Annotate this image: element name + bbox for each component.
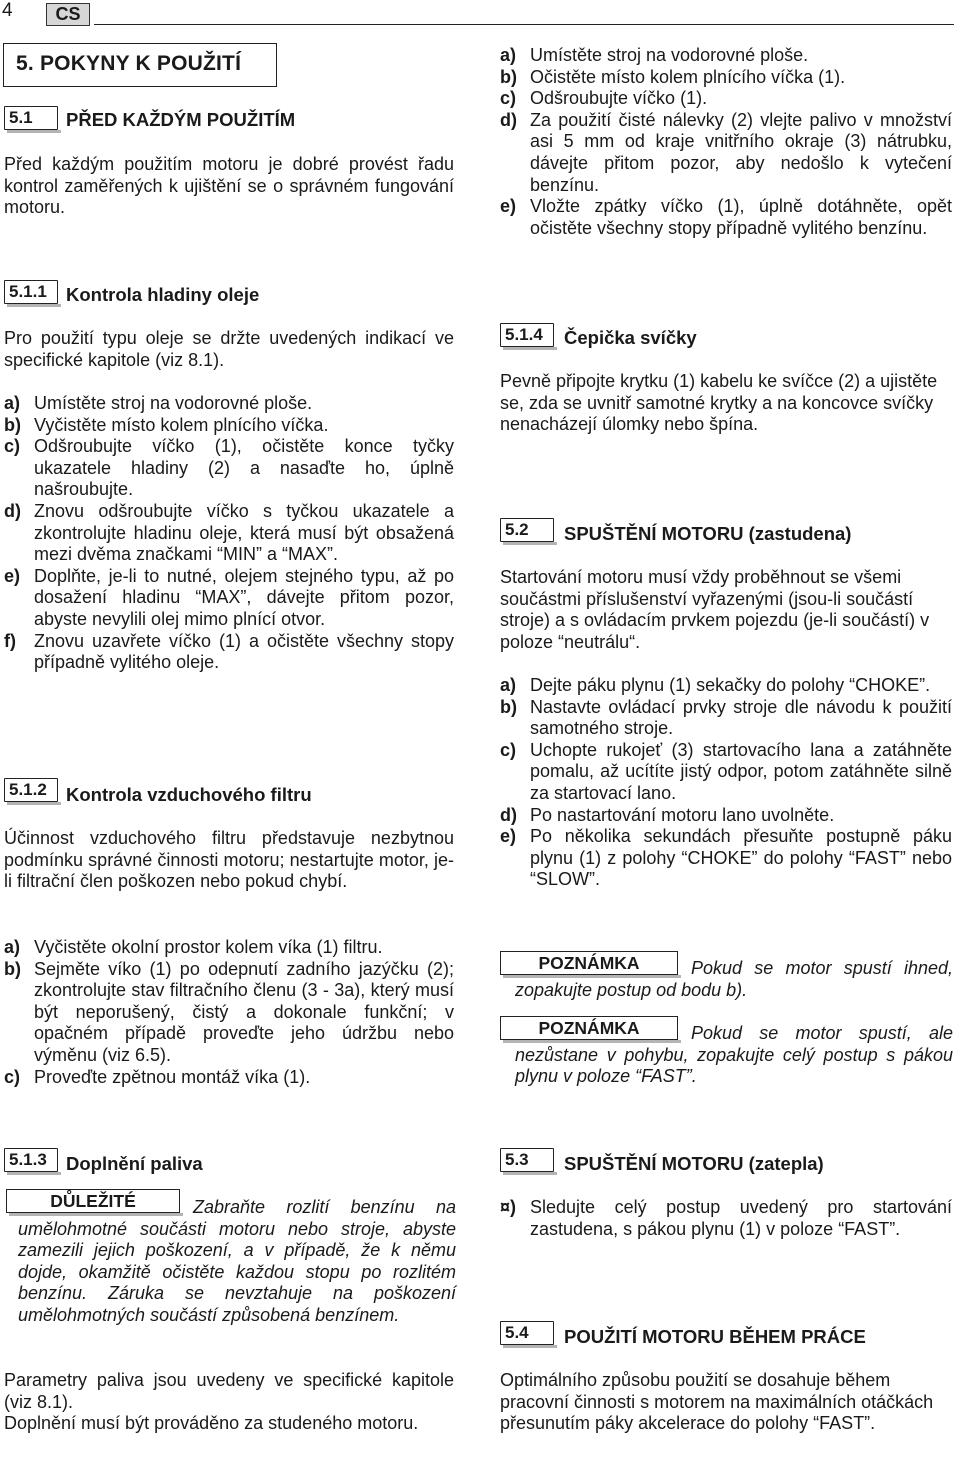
note-text-1-body: Pokud se motor spustí ihned, zopakujte postup od bodu b). <box>515 958 953 1000</box>
list-item-label: b) <box>4 958 21 979</box>
list-item-text: Vyčistěte místo kolem plnícího víčka. <box>34 414 329 435</box>
section-title-5-4: POUŽITÍ MOTORU BĚHEM PRÁCE <box>564 1326 866 1347</box>
section-number-5-4: 5.4 <box>500 1321 554 1345</box>
important-text <box>18 1197 456 1327</box>
list-item-text: Sejměte víko (1) po odepnutí zadního jazýčku (2); zkontrolujte stav filtračního členu (3 - 3a), který musí být neporušený, čistý a dokonale funkční; v opačném případě proveďte jeho údržbu nebo výměnu (viz 6.5). <box>34 958 454 1065</box>
section-5-2-intro: Startování motoru musí vždy proběhnout se všemi součástmi příslušenství vyřazenými (jsou-li součástí stroje) a s ovládacím prvkem pojezdu (je-li součástí) v poloze “neutrálu“. <box>500 567 930 652</box>
list-item-text: Nastavte ovládací prvky stroje dle návodu k použití samotného stroje. <box>530 696 952 739</box>
section-number-5-1-3: 5.1.3 <box>4 1148 58 1172</box>
list-item-text: Po několika sekundách přesuňte postupně páku plynu (1) z polohy “CHOKE” do polohy “FAST” nebo “SLOW”. <box>530 826 952 890</box>
list-item <box>500 67 952 89</box>
section-title-5-1-2: Kontrola vzduchového filtru <box>66 784 312 805</box>
list-item-label: a) <box>500 675 517 695</box>
section-number-5-1-4: 5.1.4 <box>500 323 554 347</box>
list-item-label: e) <box>500 826 517 847</box>
list-item-text: Znovu uzavřete víčko (1) a očistěte všechny stopy případně vylitého oleje. <box>34 630 454 673</box>
list-item-label: ¤) <box>500 1197 517 1217</box>
fuel-parameters-text: Parametry paliva jsou uvedeny ve specifické kapitole (viz 8.1). <box>4 1370 454 1412</box>
list-item <box>500 110 952 196</box>
list-item <box>500 196 952 239</box>
chapter-title: 5. POKYNY K POUŽITÍ <box>16 52 242 75</box>
list-item-text: Odšroubujte víčko (1). <box>530 88 708 109</box>
list-item-text: Doplňte, je-li to nutné, olejem stejného typu, až po dosažení hladinu “MAX”, dávejte přitom pozor, abyste nevylili olej mimo plnící otvor. <box>34 565 454 629</box>
section-number-5-1-2: 5.1.2 <box>4 778 58 802</box>
list-item <box>4 566 454 631</box>
list-item <box>500 740 952 805</box>
note-label-2: POZNÁMKA <box>500 1016 678 1040</box>
section-title-5-2: SPUŠTĚNÍ MOTORU (zastudena) <box>564 523 852 544</box>
section-5-4-text: Optimálního způsobu použití se dosahuje během pracovní činnosti s motorem na maximálních otáčkách přesunutím páky akcelerace do polohy “FAST”. <box>500 1370 934 1434</box>
section-5-1-2-intro: Účinnost vzduchového filtru představuje nezbytnou podmínku správné činnosti motoru; nestartujte motor, je-li filtrační člen poškozen nebo pokud chybí. <box>4 828 454 892</box>
list-item <box>500 697 952 740</box>
list-item <box>500 805 952 827</box>
list-item-text: Znovu odšroubujte víčko s tyčkou ukazatele a zkontrolujte hladinu oleje, která musí být obsažená mezi dvěma značkami “MIN” a “MAX”. <box>34 500 454 565</box>
list-item-label: c) <box>4 1066 21 1087</box>
air-filter-steps <box>4 937 454 1088</box>
list-item-text: Uchopte rukojeť (3) startovacího lana a zatáhněte pomalu, až ucítíte jistý odpor, potom zatáhněte silně za startovací lano. <box>530 739 952 803</box>
list-item <box>4 415 454 437</box>
list-item-label: a) <box>4 393 21 413</box>
note-text-2-body: Pokud se motor spustí, ale nezůstane v pohybu, zopakujte celý postup s pákou plynu v poloze “FAST”. <box>515 1023 953 1087</box>
section-title-5-1-4: Čepička svíčky <box>564 327 697 348</box>
header-rule <box>94 24 954 25</box>
list-item <box>4 501 454 566</box>
list-item <box>4 436 454 501</box>
section-number-5-3: 5.3 <box>500 1148 554 1172</box>
oil-check-steps <box>4 393 454 674</box>
list-item <box>4 631 454 674</box>
list-item-label: d) <box>500 109 517 130</box>
list-item <box>500 675 952 697</box>
cold-start-steps <box>500 675 952 891</box>
list-item <box>4 393 454 415</box>
list-item-label: c) <box>500 88 517 109</box>
list-item-label: b) <box>500 66 517 87</box>
list-item-text: Po nastartování motoru lano uvolněte. <box>530 804 835 825</box>
section-title-5-1-1: Kontrola hladiny oleje <box>66 284 260 305</box>
section-5-1-4-text: Pevně připojte krytku (1) kabelu ke svíčce (2) a ujistěte se, zda se uvnitř samotné krytky a na koncovce svíčky nenacházejí úlomky nebo špína. <box>500 371 938 435</box>
note-text-2 <box>515 1023 953 1088</box>
list-item-label: c) <box>500 739 517 760</box>
list-item-label: b) <box>4 414 21 435</box>
section-number-5-1-1: 5.1.1 <box>4 280 58 304</box>
section-number-5-1: 5.1 <box>4 106 58 130</box>
warm-start-steps <box>500 1197 952 1240</box>
section-title-5-1-3: Doplnění paliva <box>66 1153 203 1174</box>
note-label-1: POZNÁMKA <box>500 951 678 975</box>
section-title-5-1: PŘED KAŽDÝM POUŽITÍM <box>66 109 296 130</box>
page-number: 4 <box>2 0 13 21</box>
list-item-text: Umístěte stroj na vodorovné ploše. <box>530 45 809 65</box>
list-item <box>4 959 454 1067</box>
list-item-label: a) <box>4 937 21 957</box>
list-item <box>500 826 952 891</box>
section-5-1-1-intro: Pro použití typu oleje se držte uvedených indikací ve specifické kapitole (viz 8.1). <box>4 328 454 370</box>
list-item <box>500 45 952 67</box>
list-item-label: a) <box>500 45 517 65</box>
list-item-text: Dejte páku plynu (1) sekačky do polohy “CHOKE”. <box>530 675 931 695</box>
list-item-text: Sledujte celý postup uvedený pro startování zastudena, s pákou plynu (1) v poloze “FAST”. <box>530 1197 952 1239</box>
list-item-text: Vložte zpátky víčko (1), úplně dotáhněte, opět očistěte všechny stopy případně vylitého benzínu. <box>530 196 952 238</box>
section-5-1-text: Před každým použitím motoru je dobré provést řadu kontrol zaměřených k ujištění se o správném fungování motoru. <box>4 154 454 218</box>
list-item-text: Za použití čisté nálevky (2) vlejte palivo v množství asi 5 mm od kraje vnitřního okraje (3) nátrubku, dávejte přitom pozor, aby nedošlo k vytečení benzínu. <box>530 109 952 195</box>
list-item-label: c) <box>4 436 21 457</box>
list-item-label: e) <box>4 565 21 586</box>
list-item <box>4 1067 454 1089</box>
section-title-5-3: SPUŠTĚNÍ MOTORU (zatepla) <box>564 1153 824 1174</box>
list-item <box>4 937 454 959</box>
language-badge: CS <box>46 3 90 26</box>
list-item <box>500 1197 952 1240</box>
list-item-label: f) <box>4 630 16 651</box>
list-item-label: d) <box>4 500 21 521</box>
important-label: DŮLEŽITÉ <box>6 1189 180 1213</box>
note-text-1 <box>515 958 953 1001</box>
list-item-label: e) <box>500 196 517 217</box>
refuel-steps <box>500 45 952 239</box>
refuel-cold-text: Doplnění musí být prováděno za studeného motoru. <box>4 1413 419 1433</box>
section-number-5-2: 5.2 <box>500 518 554 542</box>
list-item-text: Očistěte místo kolem plnícího víčka (1). <box>530 66 846 87</box>
important-text-body: Zabraňte rozlití benzínu na umělohmotné součásti motoru nebo stroje, abyste zamezili jejich poškození, a v případě, že k němu dojde, okamžitě očistěte každou stopu po rozlitém benzínu. Záruka se nevztahuje na poškození umělohmotných součástí způsobená benzínem. <box>18 1197 456 1325</box>
list-item-text: Proveďte zpětnou montáž víka (1). <box>34 1066 311 1087</box>
list-item-text: Vyčistěte okolní prostor kolem víka (1) filtru. <box>34 937 383 957</box>
list-item-text: Umístěte stroj na vodorovné ploše. <box>34 393 313 413</box>
list-item <box>500 88 952 110</box>
list-item-label: b) <box>500 696 517 717</box>
list-item-label: d) <box>500 804 517 825</box>
list-item-text: Odšroubujte víčko (1), očistěte konce tyčky ukazatele hladiny (2) a nasaďte ho, úplně našroubujte. <box>34 436 454 500</box>
